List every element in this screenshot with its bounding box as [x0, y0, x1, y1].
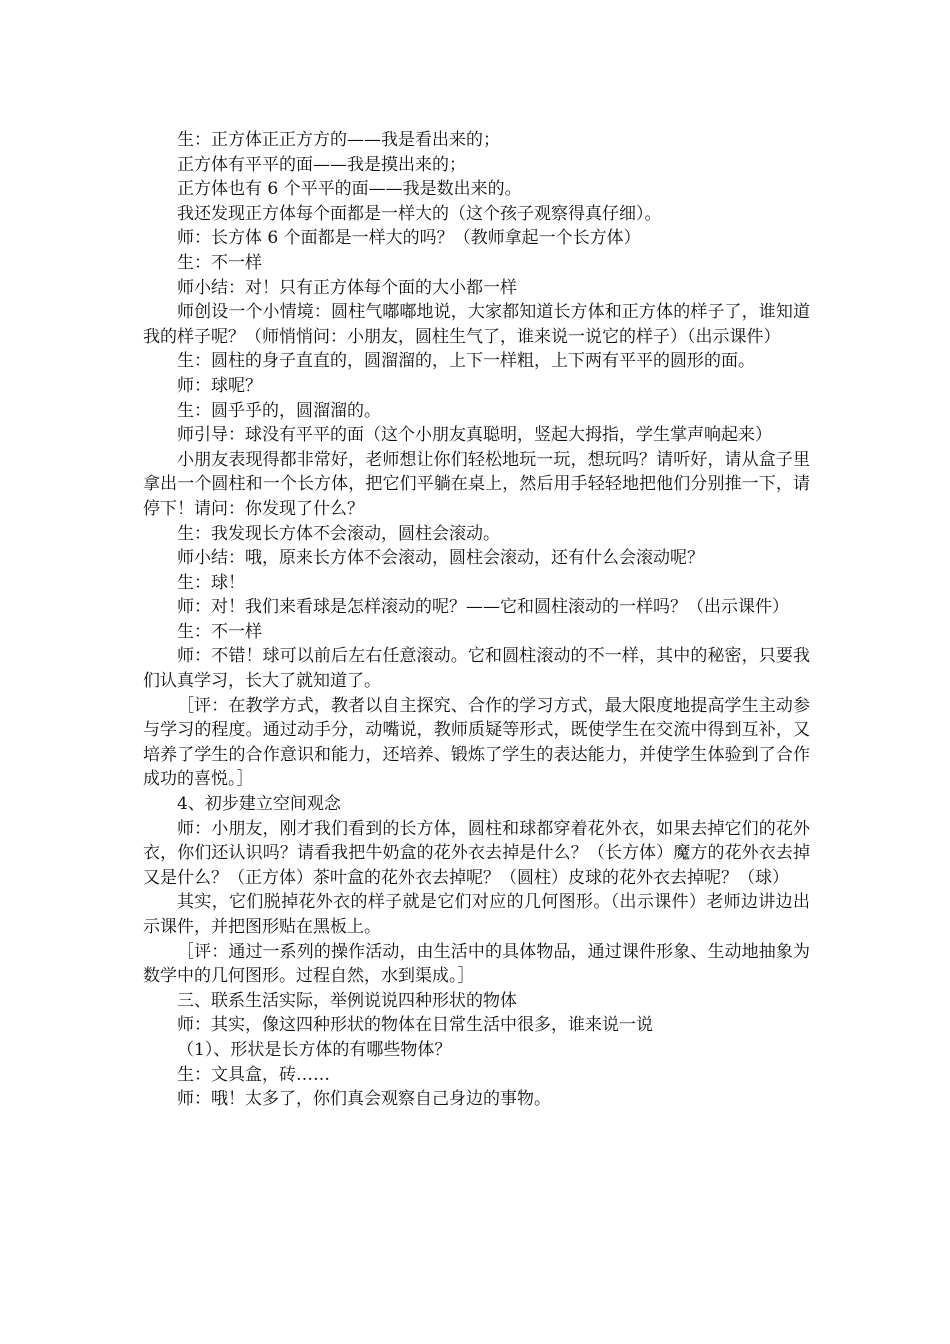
paragraph-16: 生：球！ — [177, 572, 245, 593]
paragraph-28: 生：文具盒，砖…… — [177, 1064, 330, 1085]
paragraph-25: 三、联系生活实际，举例说说四种形状的物体 — [177, 990, 517, 1011]
paragraph-14: 生：我发现长方体不会滚动，圆柱会滚动。 — [177, 523, 500, 544]
paragraph-29: 师：哦！太多了，你们真会观察自己身边的事物。 — [177, 1089, 551, 1110]
paragraph-21: 4、初步建立空间观念 — [177, 794, 341, 815]
paragraph-10: 师：球呢？ — [177, 375, 262, 396]
paragraph-11: 生：圆乎乎的，圆溜溜的。 — [177, 400, 381, 421]
paragraph-5: 师：长方体 6 个面都是一样大的吗？（教师拿起一个长方体） — [177, 228, 641, 249]
paragraph-15: 师小结：哦，原来长方体不会滚动，圆柱会滚动，还有什么会滚动呢？ — [177, 548, 704, 569]
paragraph-20: ［评：在教学方式，教者以自主探究、合作的学习方式，最大限度地提高学生主动参与学习的程度。通过动手分，动嘴说，教师质疑等形式，既使学生在交流中得到互补，又培养了学生的合作意识和能力，还培养、锻炼了学生的表达能力，并使学生体验到了合作成功的喜悦。］ — [143, 695, 810, 790]
paragraph-19: 师：不错！球可以前后左右任意滚动。它和圆柱滚动的不一样，其中的秘密，只要我们认真学习，长大了就知道了。 — [143, 646, 810, 692]
paragraph-1: 生：正方体正正方方的——我是看出来的； — [177, 130, 500, 150]
paragraph-2: 正方体有平平的面——我是摸出来的； — [177, 154, 466, 175]
paragraph-6: 生：不一样 — [177, 252, 262, 273]
paragraph-17: 师：对！我们来看球是怎样滚动的呢？——它和圆柱滚动的一样吗？（出示课件） — [177, 597, 789, 618]
paragraph-26: 师：其实，像这四种形状的物体在日常生活中很多，谁来说一说 — [177, 1015, 653, 1036]
paragraph-23: 其实，它们脱掉花外衣的样子就是它们对应的几何图形。（出示课件）老师边讲边出示课件，并把图形贴在黑板上。 — [143, 892, 810, 937]
paragraph-13: 小朋友表现得都非常好，老师想让你们轻松地玩一玩，想玩吗？请听好，请从盒子里拿出一个圆柱和一个长方体，把它们平躺在桌上，然后用手轻轻地把他们分别推一下，请停下！请问：你发现了什么？ — [143, 449, 810, 519]
paragraph-24: ［评：通过一系列的操作活动，由生活中的具体物品，通过课件形象、生动地抽象为数学中的几何图形。过程自然，水到渠成。］ — [143, 941, 810, 987]
paragraph-18: 生：不一样 — [177, 621, 262, 642]
paragraph-12: 师引导：球没有平平的面（这个小朋友真聪明，竖起大拇指，学生掌声响起来） — [177, 425, 772, 446]
paragraph-27: （1）、形状是长方体的有哪些物体？ — [177, 1039, 452, 1060]
paragraph-4: 我还发现正方体每个面都是一样大的（这个孩子观察得真仔细）。 — [177, 203, 662, 224]
paragraph-9: 生：圆柱的身子直直的，圆溜溜的，上下一样粗，上下两有平平的圆形的面。 — [177, 351, 755, 372]
paragraph-22: 师：小朋友，刚才我们看到的长方体，圆柱和球都穿着花外衣，如果去掉它们的花外衣，你们还认识吗？请看我把牛奶盒的花外衣去掉是什么？（长方体）魔方的花外衣去掉又是什么？（正方体）茶叶盒的花外衣去掉呢？（圆柱）皮球的花外衣去掉呢？（球） — [143, 818, 810, 888]
document-body — [143, 128, 810, 1112]
paragraph-3: 正方体也有 6 个平平的面——我是数出来的。 — [177, 179, 522, 200]
paragraph-8: 师创设一个小情境：圆柱气嘟嘟地说，大家都知道长方体和正方体的样子了，谁知道我的样子呢？（师悄悄问：小朋友，圆柱生气了，谁来说一说它的样子）（出示课件） — [143, 302, 810, 347]
paragraph-7: 师小结：对！只有正方体每个面的大小都一样 — [177, 277, 517, 298]
